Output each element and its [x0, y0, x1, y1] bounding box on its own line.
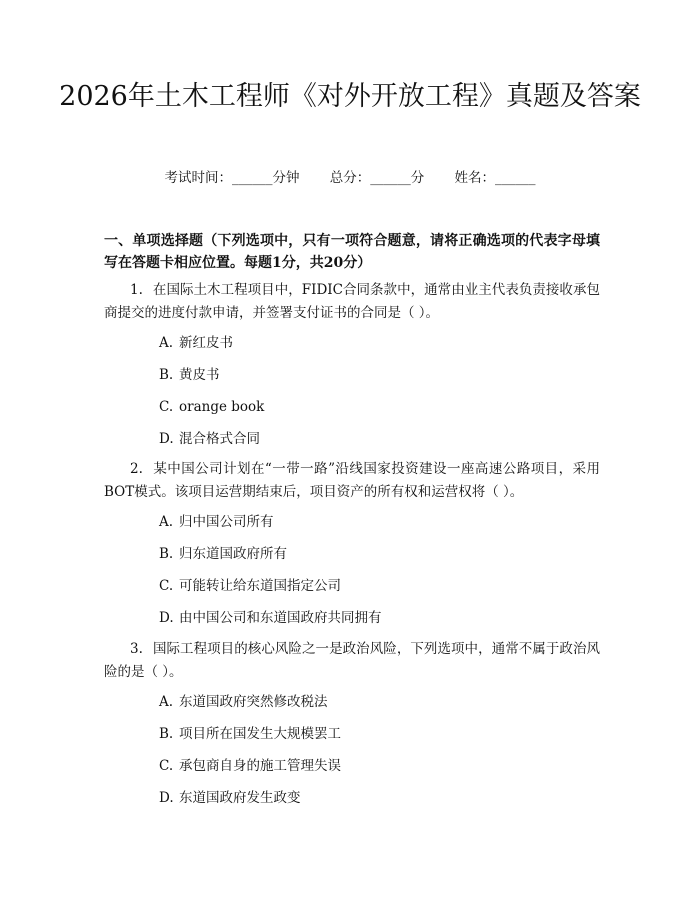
option-text: 归中国公司所有 — [179, 514, 274, 530]
option-text: orange book — [179, 399, 265, 415]
question-text: 国际工程项目的核心风险之一是政治风险，下列选项中，通常不属于政治风险的是（ ）。 — [104, 641, 600, 680]
option-text: 项目所在国发生大规模罢工 — [179, 726, 341, 742]
exam-time-field: 考试时间：______分钟 — [164, 170, 300, 186]
question-3-option-a — [159, 693, 328, 711]
question-3-option-d — [159, 789, 301, 807]
option-letter: B. — [159, 726, 174, 742]
option-text: 黄皮书 — [179, 367, 220, 383]
option-letter: C. — [159, 578, 174, 594]
question-text: 某中国公司计划在“一带一路”沿线国家投资建设一座高速公路项目，采用BOT模式。该项目运营期结束后，项目资产的所有权和运营权将（ ）。 — [104, 461, 600, 500]
option-letter: A. — [159, 514, 174, 530]
option-letter: C. — [159, 399, 174, 415]
question-2-option-b — [159, 545, 287, 563]
total-score-field: 总分：______分 — [329, 170, 425, 186]
question-3-stem — [104, 638, 600, 684]
question-number: 2. — [130, 461, 143, 477]
option-letter: C. — [159, 758, 174, 774]
document-title: 2026年土木工程师《对外开放工程》真题及答案 — [59, 81, 641, 112]
option-letter: D. — [159, 610, 174, 626]
option-text: 新红皮书 — [179, 335, 233, 351]
option-text: 混合格式合同 — [179, 431, 260, 447]
question-2-option-d — [159, 609, 382, 627]
exam-meta-line — [0, 169, 700, 187]
option-letter: B. — [159, 546, 174, 562]
option-text: 由中国公司和东道国政府共同拥有 — [179, 610, 382, 626]
question-1-stem — [104, 279, 600, 325]
option-letter: D. — [159, 790, 174, 806]
question-1-option-c — [159, 398, 264, 416]
section-heading: 一、单项选择题（下列选项中，只有一项符合题意，请将正确选项的代表字母填写在答题卡相应位置。每题1分，共20分） — [104, 233, 600, 271]
question-3-option-b — [159, 725, 341, 743]
question-number: 3. — [130, 641, 143, 657]
question-2-stem — [104, 458, 600, 504]
option-letter: A. — [159, 335, 174, 351]
question-text: 在国际土木工程项目中，FIDIC合同条款中，通常由业主代表负责接收承包商提交的进度付款申请，并签署支付证书的合同是（ ）。 — [104, 282, 600, 321]
question-1-option-a — [159, 334, 233, 352]
question-2-option-c — [159, 577, 341, 595]
option-letter: B. — [159, 367, 174, 383]
option-text: 承包商自身的施工管理失误 — [179, 758, 341, 774]
option-text: 东道国政府突然修改税法 — [179, 694, 328, 710]
question-1-option-d — [159, 430, 260, 448]
question-2-option-a — [159, 513, 274, 531]
question-number: 1. — [130, 282, 143, 298]
option-text: 东道国政府发生政变 — [179, 790, 301, 806]
question-3-option-c — [159, 757, 341, 775]
option-letter: D. — [159, 431, 174, 447]
option-text: 归东道国政府所有 — [179, 546, 287, 562]
option-letter: A. — [159, 694, 174, 710]
name-field: 姓名：______ — [454, 170, 536, 186]
question-1-option-b — [159, 366, 220, 384]
option-text: 可能转让给东道国指定公司 — [179, 578, 341, 594]
